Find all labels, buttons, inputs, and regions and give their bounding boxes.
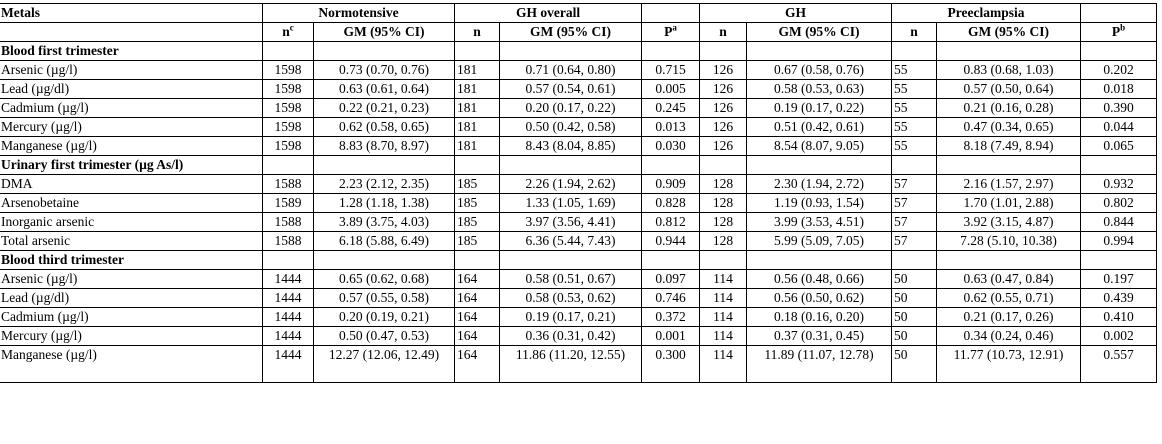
section-row	[0, 42, 1157, 61]
table-row	[0, 194, 1157, 213]
cell-n-normotensive: 1598	[263, 80, 314, 99]
cell-gm-gh-overall: 0.57 (0.54, 0.61)	[500, 80, 642, 99]
gh-overall-header: GH overall	[455, 4, 642, 23]
cell-n-preeclampsia: 50	[892, 289, 937, 308]
cell-n-preeclampsia: 57	[892, 213, 937, 232]
empty-cell	[747, 42, 892, 61]
empty-cell	[892, 251, 937, 270]
cell-n-gh: 126	[700, 99, 747, 118]
metal-label: DMA	[0, 175, 263, 194]
cell-n-preeclampsia: 55	[892, 99, 937, 118]
empty-cell	[937, 42, 1081, 61]
cell-gm-preeclampsia: 1.70 (1.01, 2.88)	[937, 194, 1081, 213]
table-row	[0, 289, 1157, 308]
empty-cell	[747, 251, 892, 270]
cell-n-preeclampsia: 55	[892, 61, 937, 80]
cell-gm-gh-overall: 0.19 (0.17, 0.21)	[500, 308, 642, 327]
metals-table	[0, 3, 1157, 383]
cell-gm-gh-overall: 0.20 (0.17, 0.22)	[500, 99, 642, 118]
p-header-a: $P^a$	[642, 23, 700, 42]
cell-p-b: 0.202	[1081, 61, 1157, 80]
cell-n-normotensive: 1598	[263, 137, 314, 156]
table-row	[0, 118, 1157, 137]
cell-gm-preeclampsia: 0.62 (0.55, 0.71)	[937, 289, 1081, 308]
cell-p-b: 0.018	[1081, 80, 1157, 99]
cell-n-gh-overall: 185	[455, 175, 500, 194]
cell-p-b: 0.390	[1081, 99, 1157, 118]
cell-gm-normotensive: 0.20 (0.19, 0.21)	[314, 308, 455, 327]
cell-gm-gh-overall: 0.58 (0.51, 0.67)	[500, 270, 642, 289]
empty-cell	[642, 42, 700, 61]
metal-label: Lead (µg/dl)	[0, 289, 263, 308]
cell-n-gh-overall: 164	[455, 270, 500, 289]
cell-n-normotensive: 1444	[263, 289, 314, 308]
p-header-b: $P^b$	[1081, 23, 1157, 42]
empty-cell	[314, 251, 455, 270]
cell-gm-normotensive: 0.22 (0.21, 0.23)	[314, 99, 455, 118]
cell-n-preeclampsia: 50	[892, 270, 937, 289]
cell-n-normotensive: 1444	[263, 346, 314, 383]
cell-p-b: 0.065	[1081, 137, 1157, 156]
empty-cell	[1081, 251, 1157, 270]
gm-header-gh-overall: GM (95% CI)	[500, 23, 642, 42]
empty-cell	[642, 156, 700, 175]
empty-cell	[747, 156, 892, 175]
cell-n-normotensive: 1444	[263, 270, 314, 289]
cell-p-b: 0.932	[1081, 175, 1157, 194]
cell-gm-preeclampsia: 8.18 (7.49, 8.94)	[937, 137, 1081, 156]
cell-n-gh: 128	[700, 175, 747, 194]
cell-p-a: 0.030	[642, 137, 700, 156]
metal-label: Cadmium (µg/l)	[0, 99, 263, 118]
n-header-normotensive: $n^c$	[263, 23, 314, 42]
cell-n-normotensive: 1444	[263, 308, 314, 327]
metal-label: Mercury (µg/l)	[0, 118, 263, 137]
empty-cell	[263, 251, 314, 270]
cell-p-a: 0.300	[642, 346, 700, 383]
cell-gm-preeclampsia: 0.83 (0.68, 1.03)	[937, 61, 1081, 80]
cell-gm-preeclampsia: 0.34 (0.24, 0.46)	[937, 327, 1081, 346]
cell-gm-normotensive: 0.50 (0.47, 0.53)	[314, 327, 455, 346]
cell-n-normotensive: 1588	[263, 213, 314, 232]
metal-label: Arsenobetaine	[0, 194, 263, 213]
cell-gm-normotensive: 0.62 (0.58, 0.65)	[314, 118, 455, 137]
cell-gm-gh: 0.19 (0.17, 0.22)	[747, 99, 892, 118]
cell-n-gh-overall: 164	[455, 289, 500, 308]
cell-n-gh-overall: 181	[455, 99, 500, 118]
metal-label: Arsenic (µg/l)	[0, 61, 263, 80]
cell-gm-gh: 0.56 (0.50, 0.62)	[747, 289, 892, 308]
metals-header: Metals	[0, 4, 263, 23]
cell-n-gh-overall: 181	[455, 137, 500, 156]
cell-p-a: 0.013	[642, 118, 700, 137]
cell-n-gh-overall: 164	[455, 327, 500, 346]
empty-cell	[1081, 42, 1157, 61]
cell-gm-gh: 8.54 (8.07, 9.05)	[747, 137, 892, 156]
metal-label: Cadmium (µg/l)	[0, 308, 263, 327]
cell-gm-gh: 0.51 (0.42, 0.61)	[747, 118, 892, 137]
table-row	[0, 213, 1157, 232]
cell-n-normotensive: 1598	[263, 61, 314, 80]
cell-p-a: 0.944	[642, 232, 700, 251]
empty-header-cell	[0, 23, 263, 42]
cell-p-a: 0.097	[642, 270, 700, 289]
empty-cell	[455, 156, 500, 175]
empty-cell	[500, 42, 642, 61]
empty-cell	[1081, 156, 1157, 175]
preeclampsia-header: Preeclampsia	[892, 4, 1081, 23]
cell-gm-gh: 0.56 (0.48, 0.66)	[747, 270, 892, 289]
cell-gm-preeclampsia: 3.92 (3.15, 4.87)	[937, 213, 1081, 232]
empty-header-cell	[1081, 4, 1157, 23]
cell-gm-normotensive: 6.18 (5.88, 6.49)	[314, 232, 455, 251]
cell-n-gh-overall: 181	[455, 61, 500, 80]
table-body	[0, 42, 1157, 383]
cell-n-gh-overall: 164	[455, 346, 500, 383]
cell-n-gh: 126	[700, 61, 747, 80]
cell-n-normotensive: 1588	[263, 232, 314, 251]
cell-gm-normotensive: 0.73 (0.70, 0.76)	[314, 61, 455, 80]
section-row	[0, 251, 1157, 270]
cell-p-a: 0.372	[642, 308, 700, 327]
cell-gm-gh: 0.58 (0.53, 0.63)	[747, 80, 892, 99]
table-row	[0, 137, 1157, 156]
cell-gm-gh-overall: 6.36 (5.44, 7.43)	[500, 232, 642, 251]
cell-gm-gh-overall: 8.43 (8.04, 8.85)	[500, 137, 642, 156]
cell-gm-preeclampsia: 0.21 (0.16, 0.28)	[937, 99, 1081, 118]
metal-label: Manganese (µg/l)	[0, 346, 263, 383]
cell-gm-gh: 0.18 (0.16, 0.20)	[747, 308, 892, 327]
cell-gm-normotensive: 0.57 (0.55, 0.58)	[314, 289, 455, 308]
cell-gm-gh-overall: 0.50 (0.42, 0.58)	[500, 118, 642, 137]
normotensive-header: Normotensive	[263, 4, 455, 23]
cell-gm-gh: 0.67 (0.58, 0.76)	[747, 61, 892, 80]
cell-n-gh-overall: 181	[455, 80, 500, 99]
cell-n-gh: 114	[700, 289, 747, 308]
cell-n-gh: 128	[700, 213, 747, 232]
empty-cell	[314, 42, 455, 61]
metal-label: Manganese (µg/l)	[0, 137, 263, 156]
cell-n-preeclampsia: 55	[892, 137, 937, 156]
cell-gm-preeclampsia: 0.57 (0.50, 0.64)	[937, 80, 1081, 99]
cell-gm-gh: 5.99 (5.09, 7.05)	[747, 232, 892, 251]
cell-gm-normotensive: 0.65 (0.62, 0.68)	[314, 270, 455, 289]
cell-gm-preeclampsia: 0.21 (0.17, 0.26)	[937, 308, 1081, 327]
cell-n-gh-overall: 185	[455, 232, 500, 251]
cell-p-b: 0.197	[1081, 270, 1157, 289]
empty-header-cell	[642, 4, 700, 23]
cell-p-b: 0.439	[1081, 289, 1157, 308]
empty-cell	[937, 156, 1081, 175]
cell-n-preeclampsia: 50	[892, 327, 937, 346]
metal-label: Total arsenic	[0, 232, 263, 251]
empty-cell	[642, 251, 700, 270]
cell-gm-normotensive: 3.89 (3.75, 4.03)	[314, 213, 455, 232]
metal-label: Arsenic (µg/l)	[0, 270, 263, 289]
cell-p-a: 0.001	[642, 327, 700, 346]
table-row	[0, 308, 1157, 327]
cell-n-gh: 114	[700, 308, 747, 327]
cell-gm-gh-overall: 0.58 (0.53, 0.62)	[500, 289, 642, 308]
cell-n-gh: 114	[700, 270, 747, 289]
cell-gm-normotensive: 0.63 (0.61, 0.64)	[314, 80, 455, 99]
cell-gm-gh-overall: 2.26 (1.94, 2.62)	[500, 175, 642, 194]
empty-cell	[700, 156, 747, 175]
empty-cell	[263, 42, 314, 61]
cell-gm-preeclampsia: 2.16 (1.57, 2.97)	[937, 175, 1081, 194]
metal-label: Inorganic arsenic	[0, 213, 263, 232]
cell-gm-gh-overall: 3.97 (3.56, 4.41)	[500, 213, 642, 232]
cell-p-b: 0.002	[1081, 327, 1157, 346]
cell-gm-gh: 11.89 (11.07, 12.78)	[747, 346, 892, 383]
cell-n-gh-overall: 164	[455, 308, 500, 327]
cell-p-b: 0.994	[1081, 232, 1157, 251]
cell-gm-gh-overall: 1.33 (1.05, 1.69)	[500, 194, 642, 213]
cell-n-normotensive: 1589	[263, 194, 314, 213]
cell-n-gh-overall: 185	[455, 213, 500, 232]
cell-n-preeclampsia: 55	[892, 80, 937, 99]
cell-n-gh: 126	[700, 80, 747, 99]
cell-n-gh: 114	[700, 327, 747, 346]
cell-n-preeclampsia: 50	[892, 346, 937, 383]
empty-cell	[892, 42, 937, 61]
gm-header-preeclampsia: GM (95% CI)	[937, 23, 1081, 42]
table-row	[0, 327, 1157, 346]
cell-gm-gh: 2.30 (1.94, 2.72)	[747, 175, 892, 194]
cell-p-b: 0.844	[1081, 213, 1157, 232]
cell-gm-normotensive: 1.28 (1.18, 1.38)	[314, 194, 455, 213]
cell-p-a: 0.828	[642, 194, 700, 213]
table-row	[0, 346, 1157, 383]
cell-p-a: 0.812	[642, 213, 700, 232]
cell-p-a: 0.746	[642, 289, 700, 308]
cell-n-preeclampsia: 57	[892, 232, 937, 251]
cell-gm-preeclampsia: 0.63 (0.47, 0.84)	[937, 270, 1081, 289]
n-header-gh: n	[700, 23, 747, 42]
table-row	[0, 270, 1157, 289]
empty-cell	[937, 251, 1081, 270]
gh-header: GH	[700, 4, 892, 23]
cell-n-gh: 114	[700, 346, 747, 383]
cell-p-a: 0.245	[642, 99, 700, 118]
cell-gm-preeclampsia: 0.47 (0.34, 0.65)	[937, 118, 1081, 137]
metal-label: Lead (µg/dl)	[0, 80, 263, 99]
gm-header-normotensive: GM (95% CI)	[314, 23, 455, 42]
cell-gm-normotensive: 2.23 (2.12, 2.35)	[314, 175, 455, 194]
section-label: Blood first trimester	[0, 42, 263, 61]
cell-gm-normotensive: 12.27 (12.06, 12.49)	[314, 346, 455, 383]
cell-gm-preeclampsia: 7.28 (5.10, 10.38)	[937, 232, 1081, 251]
gm-header-gh: GM (95% CI)	[747, 23, 892, 42]
group-header-row	[0, 4, 1157, 23]
cell-gm-gh-overall: 11.86 (11.20, 12.55)	[500, 346, 642, 383]
table-row	[0, 80, 1157, 99]
n-header-gh-overall: n	[455, 23, 500, 42]
cell-gm-normotensive: 8.83 (8.70, 8.97)	[314, 137, 455, 156]
empty-cell	[314, 156, 455, 175]
cell-p-b: 0.802	[1081, 194, 1157, 213]
cell-n-preeclampsia: 57	[892, 175, 937, 194]
cell-n-normotensive: 1598	[263, 99, 314, 118]
table-row	[0, 175, 1157, 194]
sub-header-row	[0, 23, 1157, 42]
cell-gm-preeclampsia: 11.77 (10.73, 12.91)	[937, 346, 1081, 383]
metal-label: Mercury (µg/l)	[0, 327, 263, 346]
cell-n-normotensive: 1588	[263, 175, 314, 194]
n-header-preeclampsia: n	[892, 23, 937, 42]
cell-n-preeclampsia: 55	[892, 118, 937, 137]
cell-p-a: 0.715	[642, 61, 700, 80]
cell-n-gh: 128	[700, 232, 747, 251]
section-row	[0, 156, 1157, 175]
cell-gm-gh: 3.99 (3.53, 4.51)	[747, 213, 892, 232]
empty-cell	[500, 251, 642, 270]
cell-p-b: 0.410	[1081, 308, 1157, 327]
cell-p-a: 0.909	[642, 175, 700, 194]
empty-cell	[455, 42, 500, 61]
cell-n-normotensive: 1444	[263, 327, 314, 346]
cell-n-gh: 126	[700, 137, 747, 156]
cell-gm-gh: 1.19 (0.93, 1.54)	[747, 194, 892, 213]
table-row	[0, 99, 1157, 118]
cell-gm-gh-overall: 0.71 (0.64, 0.80)	[500, 61, 642, 80]
cell-p-b: 0.557	[1081, 346, 1157, 383]
section-label: Blood third trimester	[0, 251, 263, 270]
cell-p-a: 0.005	[642, 80, 700, 99]
cell-p-b: 0.044	[1081, 118, 1157, 137]
empty-cell	[455, 251, 500, 270]
cell-n-gh: 126	[700, 118, 747, 137]
cell-gm-gh-overall: 0.36 (0.31, 0.42)	[500, 327, 642, 346]
cell-n-preeclampsia: 57	[892, 194, 937, 213]
empty-cell	[892, 156, 937, 175]
cell-n-preeclampsia: 50	[892, 308, 937, 327]
empty-cell	[263, 156, 314, 175]
cell-n-normotensive: 1598	[263, 118, 314, 137]
table-row	[0, 61, 1157, 80]
empty-cell	[500, 156, 642, 175]
empty-cell	[700, 42, 747, 61]
section-label: Urinary first trimester (µg As/l)	[0, 156, 263, 175]
table-row	[0, 232, 1157, 251]
cell-n-gh-overall: 181	[455, 118, 500, 137]
cell-gm-gh: 0.37 (0.31, 0.45)	[747, 327, 892, 346]
empty-cell	[700, 251, 747, 270]
cell-n-gh-overall: 185	[455, 194, 500, 213]
cell-n-gh: 128	[700, 194, 747, 213]
